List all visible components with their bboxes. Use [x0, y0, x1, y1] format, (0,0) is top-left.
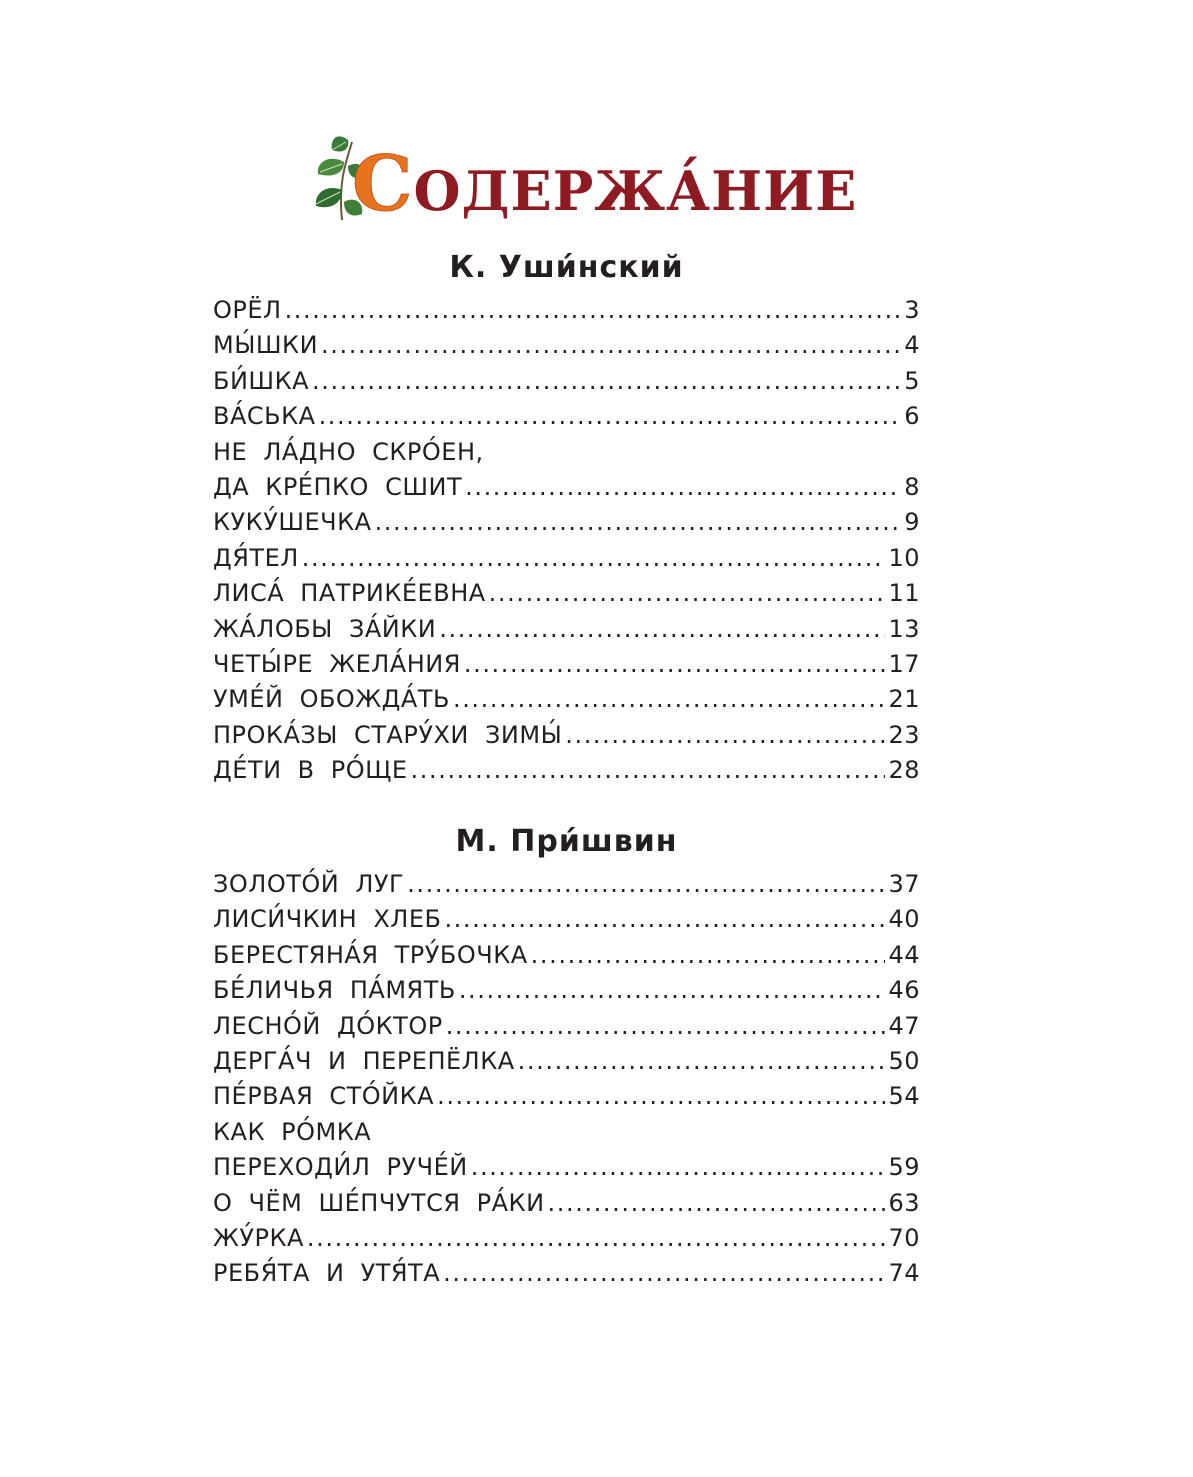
entry-page: 28 — [888, 756, 920, 785]
entry-page: 6 — [904, 402, 920, 431]
entry-title: КАК РО́МКА — [213, 1117, 372, 1146]
entry-page: 11 — [888, 579, 920, 608]
toc-entry — [213, 685, 920, 720]
dot-leader — [307, 1224, 886, 1252]
entry-title: ДЯ́ТЕЛ — [213, 543, 299, 572]
entry-page: 5 — [904, 366, 920, 395]
entry-title: УМЕ́Й ОБОЖДА́ТЬ — [213, 685, 450, 714]
entry-title: ПЕ́РВАЯ СТО́ЙКА — [213, 1082, 435, 1111]
toc-entry — [213, 1189, 920, 1224]
entry-title: ЛИСА́ ПАТРИКЕ́ЕВНА — [213, 579, 486, 608]
entry-page: 13 — [888, 614, 920, 643]
toc-entry — [213, 941, 920, 976]
entry-page: 44 — [888, 940, 920, 969]
entry-page: 47 — [888, 1011, 920, 1040]
toc-entry — [213, 1224, 920, 1259]
entry-title: ДЕ́ТИ В РО́ЩЕ — [213, 756, 408, 785]
dot-leader — [444, 905, 885, 933]
entry-title: РЕБЯ́ТА И УТЯ́ТА — [213, 1259, 441, 1288]
dot-leader — [471, 1153, 886, 1181]
dot-leader — [518, 1047, 886, 1075]
entry-title: БЕ́ЛИЧЬЯ ПА́МЯТЬ — [213, 976, 456, 1005]
toc-entry — [213, 1259, 920, 1294]
entry-page: 63 — [888, 1188, 920, 1217]
page-title — [308, 132, 858, 228]
entry-title: БИ́ШКА — [213, 366, 310, 395]
dot-leader — [443, 1259, 885, 1287]
dot-leader — [375, 508, 902, 536]
entry-page: 46 — [888, 976, 920, 1005]
dot-leader — [437, 1082, 885, 1110]
toc-entry — [213, 1082, 920, 1117]
toc-entry — [213, 976, 920, 1011]
toc-entry — [213, 721, 920, 756]
entry-title: ЛЕСНО́Й ДО́КТОР — [213, 1011, 443, 1040]
toc-entry — [213, 473, 920, 508]
entry-page: 21 — [888, 685, 920, 714]
dot-leader — [411, 756, 886, 784]
entry-title: ЛИСИ́ЧКИН ХЛЕБ — [213, 905, 442, 934]
dot-leader — [459, 976, 886, 1004]
section-author-heading: К. Уши́нский — [449, 250, 684, 285]
dot-leader — [407, 870, 885, 898]
entry-page: 59 — [888, 1153, 920, 1182]
title-initial: С — [352, 139, 414, 228]
entry-title: ПРОКА́ЗЫ СТАРУ́ХИ ЗИМЫ́ — [213, 720, 563, 749]
entry-title: ЗОЛОТО́Й ЛУГ — [213, 870, 405, 898]
entry-title: НЕ ЛА́ДНО СКРО́ЕН, — [213, 437, 484, 466]
entry-page: 4 — [904, 331, 920, 360]
dot-leader — [446, 1012, 886, 1040]
entry-title: ЖА́ЛОБЫ ЗА́ЙКИ — [213, 614, 437, 643]
toc-section-1 — [213, 296, 920, 791]
dot-leader — [548, 1189, 886, 1217]
entry-page: 37 — [888, 870, 920, 898]
dot-leader — [285, 296, 902, 324]
toc-entry — [213, 508, 920, 543]
entry-title: ВА́СЬКА — [213, 402, 316, 431]
entry-page: 50 — [888, 1046, 920, 1075]
toc-entry — [213, 756, 920, 791]
entry-title: КУКУ́ШЕЧКА — [213, 508, 372, 537]
dot-leader — [453, 685, 885, 713]
entry-title: ЖУ́РКА — [213, 1223, 304, 1252]
dot-leader — [464, 650, 886, 678]
toc-entry — [213, 331, 920, 366]
dot-leader — [319, 402, 902, 430]
entry-page: 10 — [888, 543, 920, 572]
entry-title: ДА КРЕ́ПКО СШИТ — [213, 472, 463, 501]
entry-title: ЧЕТЫ́РЕ ЖЕЛА́НИЯ — [213, 649, 461, 678]
entry-page: 40 — [888, 905, 920, 934]
toc-entry — [213, 1153, 920, 1188]
toc-section-2 — [213, 870, 920, 1295]
dot-leader — [439, 615, 885, 643]
toc-entry — [213, 544, 920, 579]
entry-page: 23 — [888, 720, 920, 749]
entry-title: МЫ́ШКИ — [213, 331, 319, 360]
entry-title: ПЕРЕХОДИ́Л РУЧЕ́Й — [213, 1153, 468, 1182]
toc-entry — [213, 870, 920, 905]
dot-leader — [302, 544, 886, 572]
entry-page: 54 — [888, 1082, 920, 1111]
entry-page: 74 — [888, 1259, 920, 1288]
toc-entry — [213, 1012, 920, 1047]
entry-title: ОРЁЛ — [213, 296, 282, 324]
toc-entry — [213, 615, 920, 650]
dot-leader — [565, 721, 885, 749]
toc-entry — [213, 402, 920, 437]
toc-entry — [213, 905, 920, 940]
dot-leader — [465, 473, 901, 501]
dot-leader — [312, 367, 901, 395]
dot-leader — [489, 579, 886, 607]
entry-title: ДЕРГА́Ч И ПЕРЕПЁЛКА — [213, 1046, 515, 1075]
dot-leader — [531, 941, 886, 969]
entry-page: 70 — [888, 1223, 920, 1252]
toc-entry — [213, 438, 920, 473]
toc-entry — [213, 650, 920, 685]
entry-page: 9 — [904, 508, 920, 537]
entry-page: 17 — [888, 649, 920, 678]
entry-page: 8 — [904, 472, 920, 501]
toc-entry — [213, 1047, 920, 1082]
toc-entry — [213, 579, 920, 614]
toc-entry — [213, 1118, 920, 1153]
section-author-heading: М. При́швин — [455, 824, 678, 859]
toc-entry — [213, 367, 920, 402]
title-rest: ОДЕРЖА́НИЕ — [413, 159, 858, 223]
entry-title: БЕРЕСТЯНА́Я ТРУ́БОЧКА — [213, 940, 528, 969]
entry-title: О ЧЁМ ШЕ́ПЧУТСЯ РА́КИ — [213, 1188, 545, 1217]
dot-leader — [321, 331, 901, 359]
entry-page: 3 — [904, 296, 920, 324]
toc-entry — [213, 296, 920, 331]
